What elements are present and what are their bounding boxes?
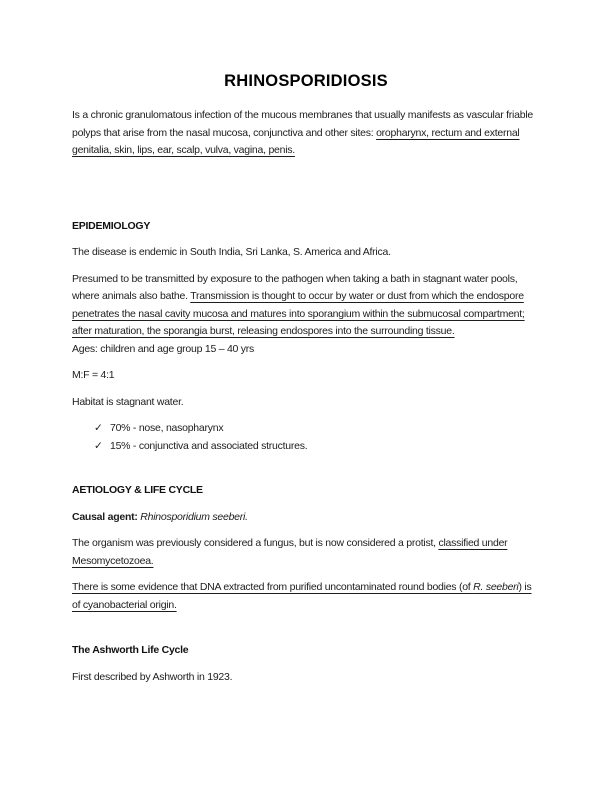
- aetiology-heading: AETIOLOGY & LIFE CYCLE: [72, 484, 203, 496]
- site-distribution-list: [72, 420, 540, 455]
- checkmark-icon: ✓: [94, 422, 103, 434]
- blank-space: [72, 464, 540, 482]
- list-item-label: 70% - nose, nasopharynx: [110, 422, 224, 434]
- epidemiology-heading: EPIDEMIOLOGY: [72, 219, 151, 232]
- endemic-paragraph: The disease is endemic in South India, Sri Lanka, S. America and Africa.: [72, 246, 391, 258]
- blank-space: [72, 169, 540, 218]
- ratio-paragraph: M:F = 4:1: [72, 369, 115, 381]
- list-item: [72, 420, 540, 438]
- organism-paragraph: The organism was previously considered a fungus, but is now considered a protist, classified under Mesomycetozoea.: [72, 537, 508, 567]
- intro-paragraph: Is a chronic granulomatous infection of the mucous membranes that usually manifests as vascular friable polyps that arise from the nasal mucosa, conjunctiva and other sites: oropharynx, rectum and external genitalia, skin, lips, ear, scalp, vulva, vagina, penis.: [72, 109, 533, 156]
- evidence-paragraph: There is some evidence that DNA extracted from purified uncontaminated round bodies (of R. seeberi) is of cyanobacterial origin.: [72, 581, 532, 611]
- blank-space: [72, 623, 540, 642]
- habitat-paragraph: Habitat is stagnant water.: [72, 395, 184, 408]
- page-title: RHINOSPORIDIOSIS: [224, 72, 388, 90]
- first-described-paragraph: First described by Ashworth in 1923.: [72, 670, 233, 683]
- ashworth-heading: The Ashworth Life Cycle: [72, 644, 189, 656]
- ages-paragraph: Ages: children and age group 15 – 40 yrs: [72, 342, 255, 355]
- causal-agent-paragraph: Causal agent: Rhinosporidium seeberi.: [72, 510, 248, 523]
- document-content: [72, 71, 540, 695]
- list-item-label: 15% - conjunctiva and associated structures.: [110, 439, 308, 452]
- checkmark-icon: ✓: [94, 439, 103, 452]
- list-item: [72, 438, 540, 456]
- transmission-paragraph: Presumed to be transmitted by exposure to the pathogen when taking a bath in stagnant water pools, where animals also bathe. Transmission is thought to occur by water or dust from which the endospore penetrates the nasal cavity mucosa and matures into sporangium within the submucosal compartment; after maturation, the sporangia burst, releasing endospores into the surrounding tissue.: [72, 272, 525, 337]
